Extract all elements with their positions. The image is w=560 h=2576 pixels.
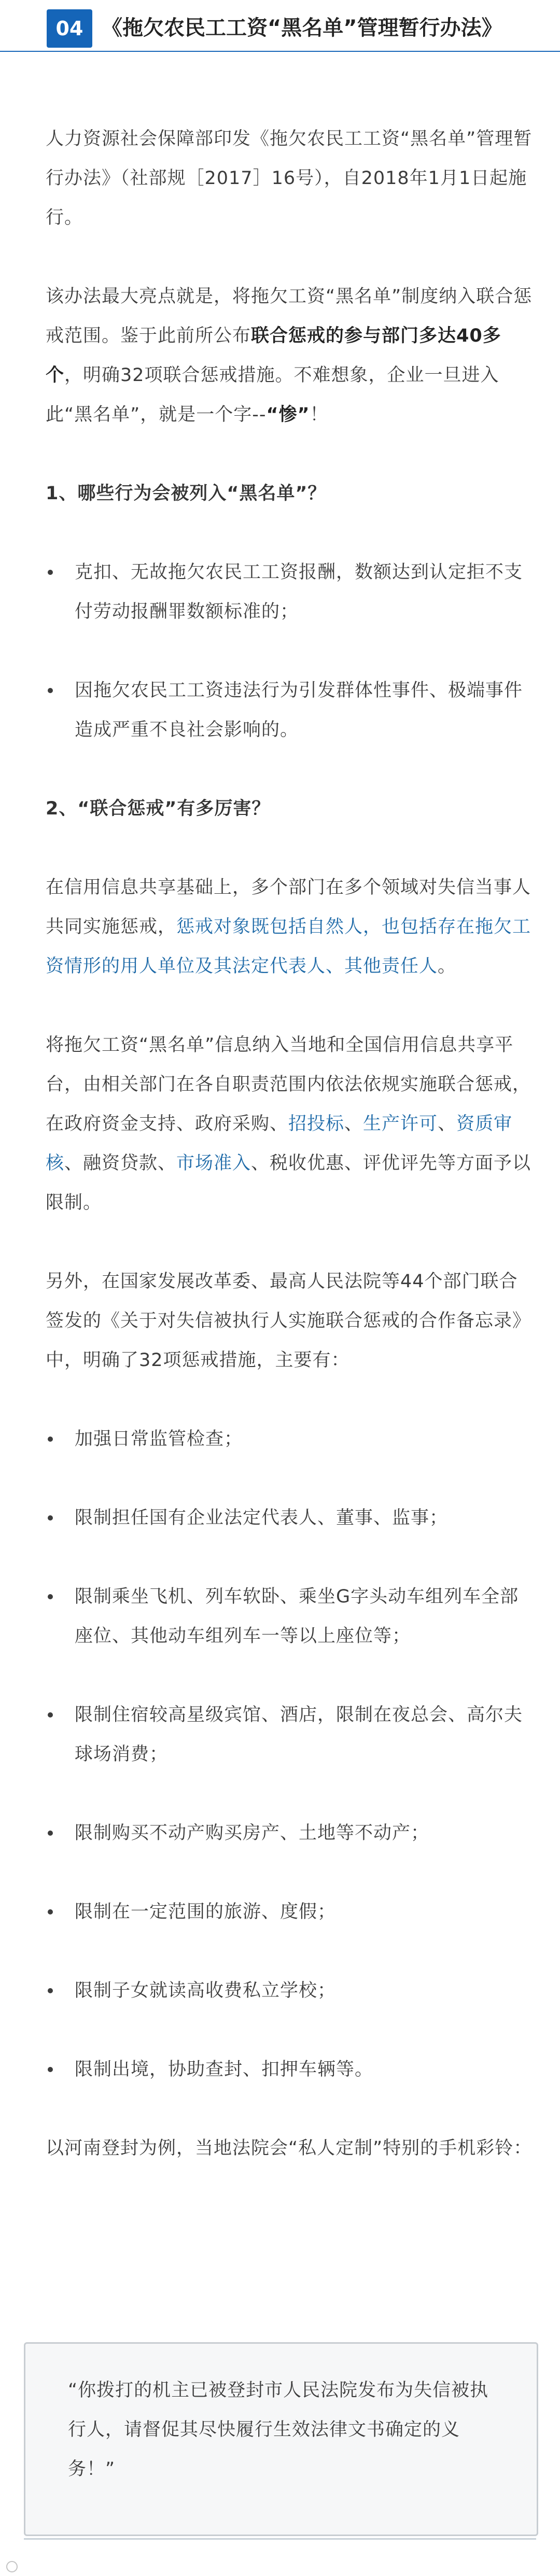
highlight-text-b: ，明确32项联合惩戒措施。不难想象，企业一旦进入此“黑名单”，就是一个字-- (46, 365, 499, 425)
bullet-dot-icon (48, 688, 53, 693)
list-item: 限制出境，协助查封、扣押车辆等。 (46, 2050, 536, 2089)
bullet-dot-icon (48, 1712, 53, 1718)
bullet-dot-icon (48, 2067, 53, 2072)
keyword-bidding: 招投标 (288, 1114, 345, 1134)
bullet-dot-icon (48, 1909, 53, 1915)
list-item: 限制购买不动产购买房产、土地等不动产； (46, 1813, 536, 1853)
section2-paragraph-1: 在信用信息共享基础上，多个部门在多个领域对失信当事人共同实施惩戒，惩戒对象既包括自然人，也包括存在拖欠工资情形的用人单位及其法定代表人、其他责任人。 (46, 877, 531, 977)
quote-bottom-rule (24, 2538, 536, 2540)
list-item: 限制在一定范围的旅游、度假； (46, 1892, 536, 1932)
section2-paragraph-3: 另外，在国家发展改革委、最高人民法院等44个部门联合签发的《关于对失信被执行人实施联合惩戒的合作备忘录》中，明确了32项惩戒措施，主要有： (46, 1271, 531, 1371)
watermark-logo-icon (6, 2561, 18, 2572)
highlight-bold-departments: 联合惩戒的参与部门多达40多个 (46, 326, 501, 386)
measure-item-2 (46, 1498, 536, 1538)
highlight-text-a: 该办法最大亮点就是，将拖欠工资“黑名单”制度纳入联合惩戒范围。鉴于此前所公布 (46, 286, 533, 346)
highlight-bold-word: “惨” (266, 404, 310, 425)
list-item: 限制子女就读高收费私立学校； (46, 1971, 536, 2010)
measure-item-8 (46, 2050, 536, 2089)
section1-item-2 (46, 671, 536, 750)
section2-paragraph-2: 将拖欠工资“黑名单”信息纳入当地和全国信用信息共享平台，由相关部门在各自职责范围内依法依规实施联合惩戒，在政府资金支持、政府采购、招投标、生产许可、资质审核、融资贷款、市场准入、税收优惠、评优评先等方面予以限制。 (46, 1035, 531, 1213)
header-divider (0, 51, 560, 52)
bullet-dot-icon (48, 570, 53, 575)
watermark (6, 2560, 18, 2573)
list-item: 加强日常监管检查； (46, 1419, 536, 1459)
measure-item-6 (46, 1892, 536, 1932)
measure-item-4 (46, 1695, 536, 1774)
bullet-dot-icon (48, 1594, 53, 1599)
list-item: 限制住宿较高星级宾馆、酒店，限制在夜总会、高尔夫球场消费； (46, 1695, 536, 1774)
outro-paragraph: 以河南登封为例，当地法院会“私人定制”特别的手机彩铃： (46, 2138, 533, 2159)
highlighted-objects-text: 惩戒对象既包括自然人，也包括存在拖欠工资情形的用人单位及其法定代表人、其他责任人 (46, 917, 531, 977)
bullet-dot-icon (48, 1515, 53, 1521)
intro-text: 人力资源社会保障部印发《拖欠农民工工资“黑名单”管理暂行办法》（社部规［2017］16号），自2018年1月1日起施行。 (46, 129, 533, 228)
highlight-text (46, 277, 536, 434)
intro-paragraph (46, 119, 536, 237)
section-title: 《拖欠农民工工资“黑名单”管理暂行办法》 (102, 16, 502, 40)
section-number-badge: 04 (47, 9, 92, 48)
section1-heading: 1、哪些行为会被列入“黑名单”？ (46, 483, 327, 504)
section1-heading-block (46, 474, 536, 513)
measure-item-3 (46, 1577, 536, 1656)
measure-item-1 (46, 1419, 536, 1459)
list-item: 限制乘坐飞机、列车软卧、乘坐G字头动车组列车全部座位、其他动车组列车一等以上座位等； (46, 1577, 536, 1656)
article-body (46, 119, 536, 2207)
keyword-qualification-review: 资质审核 (46, 1114, 513, 1174)
quote-text: “你拨打的机主已被登封市人民法院发布为失信被执行人，请督促其尽快履行生效法律文书确定的义务！” (68, 2380, 489, 2480)
list-item: 因拖欠农民工工资违法行为引发群体性事件、极端事件造成严重不良社会影响的。 (46, 671, 536, 750)
list-item: 克扣、无故拖欠农民工工资报酬，数额达到认定拒不支付劳动报酬罪数额标准的； (46, 553, 536, 631)
section2-heading: 2、“联合惩戒”有多厉害？ (46, 798, 271, 819)
measure-item-5 (46, 1813, 536, 1853)
highlight-text-c: ！ (310, 404, 329, 425)
bullet-dot-icon (48, 1988, 53, 1993)
keyword-production-license: 生产许可 (363, 1114, 438, 1134)
highlight-paragraph (46, 277, 536, 434)
measure-item-7 (46, 1971, 536, 2010)
section-header (0, 0, 560, 52)
keyword-market-access: 市场准入 (176, 1153, 251, 1174)
list-item: 限制担任国有企业法定代表人、董事、监事； (46, 1498, 536, 1538)
bullet-dot-icon (48, 1437, 53, 1442)
bullet-dot-icon (48, 1831, 53, 1836)
section2-heading-block (46, 789, 536, 828)
quote-box (24, 2342, 538, 2536)
section1-item-1 (46, 553, 536, 631)
